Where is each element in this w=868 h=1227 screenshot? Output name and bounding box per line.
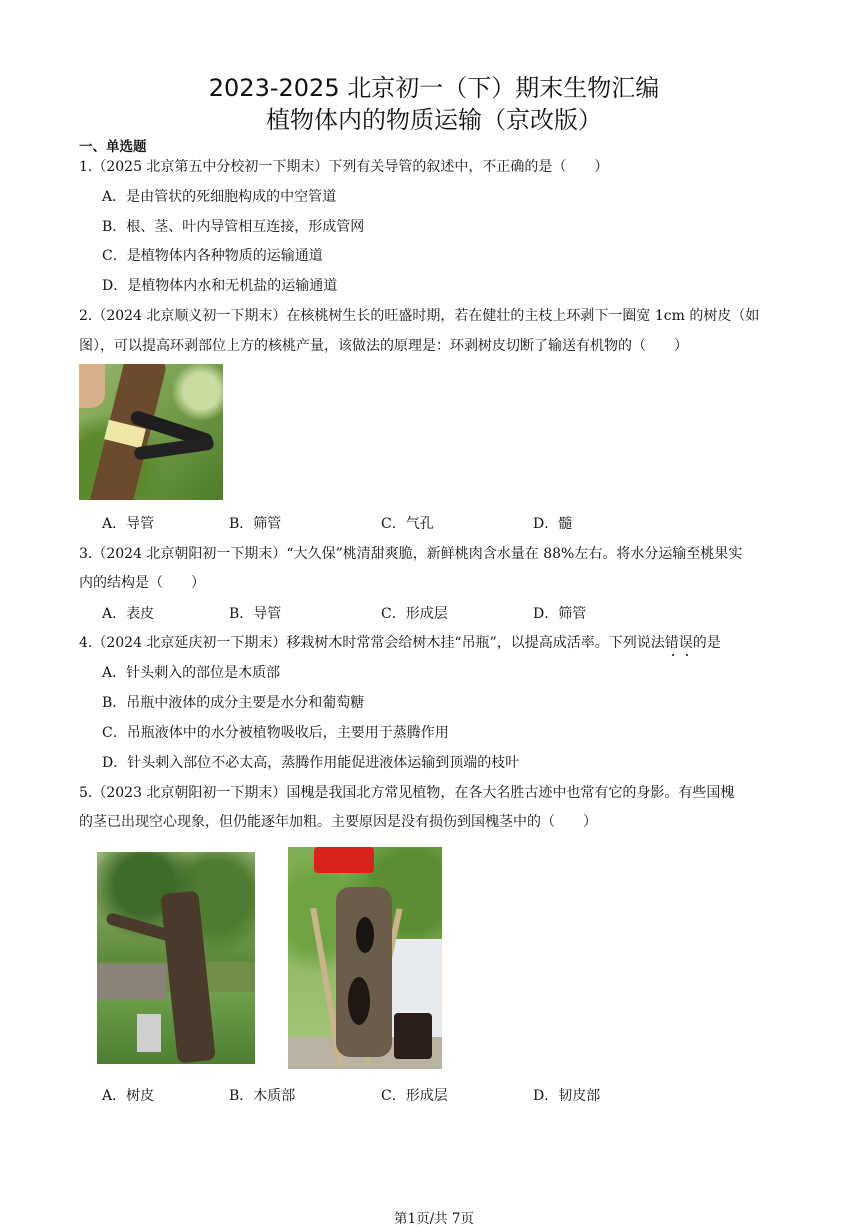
page-number: 第1页/共 7页 [393,1211,475,1227]
question-2-stem-line2: 图），可以提高环剥部位上方的核桃产量，该做法的原理是：环剥树皮切断了输送有机物的（ ） [79,338,688,354]
question-2-option-a: A．导管 [102,516,155,532]
question-4-option-c: C．吊瓶液体中的水分被植物吸收后，主要用于蒸腾作用 [102,725,449,741]
question-4-option-d: D．针头刺入部位不必太高，蒸腾作用能促进液体运输到顶端的枝叶 [102,755,520,771]
question-3-option-a: A．表皮 [102,606,155,622]
question-5-option-c: C．形成层 [381,1088,448,1104]
hollow-tree-photo [288,847,442,1069]
question-3-stem-line2: 内的结构是（ ） [79,575,205,591]
question-3-option-c: C．形成层 [381,606,448,622]
page-title-line1: 2023-2025 北京初一（下）期末生物汇编 [208,74,660,102]
question-4-stem-prefix: 4.（2024 北京延庆初一下期末）移栽树木时常常会给树木挂“吊瓶”，以提高成活率。下列说法 [79,635,665,651]
section-heading: 一、单选题 [79,139,147,155]
question-1-stem: 1.（2025 北京第五中分校初一下期末）下列有关导管的叙述中，不正确的是（ ） [79,159,609,175]
question-4-option-b: B．吊瓶中液体的成分主要是水分和葡萄糖 [102,695,365,711]
page-title-line2: 植物体内的物质运输（京改版） [266,106,602,134]
question-5-option-a: A．树皮 [102,1088,155,1104]
question-3-option-d: D．筛管 [533,606,587,622]
question-2-option-b: B．筛管 [229,516,282,532]
emphasis-char-1: 错 [664,635,679,651]
question-1-option-a: A．是由管状的死细胞构成的中空管道 [102,189,337,205]
question-5-stem-line1: 5.（2023 北京朝阳初一下期末）国槐是我国北方常见植物，在各大名胜古迹中也常有它的身影。有些国槐 [79,785,735,801]
girdling-photo [79,364,223,500]
question-2-option-c: C．气孔 [381,516,434,532]
old-tree-photo [97,852,255,1064]
question-3-option-b: B．导管 [229,606,282,622]
question-1-option-d: D．是植物体内水和无机盐的运输通道 [102,278,338,294]
question-4-option-a: A．针头刺入的部位是木质部 [102,665,281,681]
question-4-stem [79,632,721,652]
question-5-option-d: D．韧皮部 [533,1088,601,1104]
question-1-option-b: B．根、茎、叶内导管相互连接，形成管网 [102,219,365,235]
emphasis-char-2: 误 [678,635,693,651]
question-2-option-d: D．髓 [533,516,573,532]
question-1-option-c: C．是植物体内各种物质的运输通道 [102,248,323,264]
question-4-stem-suffix: 的是 [692,635,721,651]
question-2-stem-line1: 2.（2024 北京顺义初一下期末）在核桃树生长的旺盛时期，若在健壮的主枝上环剥下一圈宽 1cm 的树皮（如 [79,308,760,324]
question-5-option-b: B．木质部 [229,1088,296,1104]
question-5-stem-line2: 的茎已出现空心现象，但仍能逐年加粗。主要原因是没有损伤到国槐茎中的（ ） [79,814,597,830]
question-3-stem-line1: 3.（2024 北京朝阳初一下期末）“大久保”桃清甜爽脆，新鲜桃肉含水量在 88%左右。将水分运输至桃果实 [79,546,743,562]
